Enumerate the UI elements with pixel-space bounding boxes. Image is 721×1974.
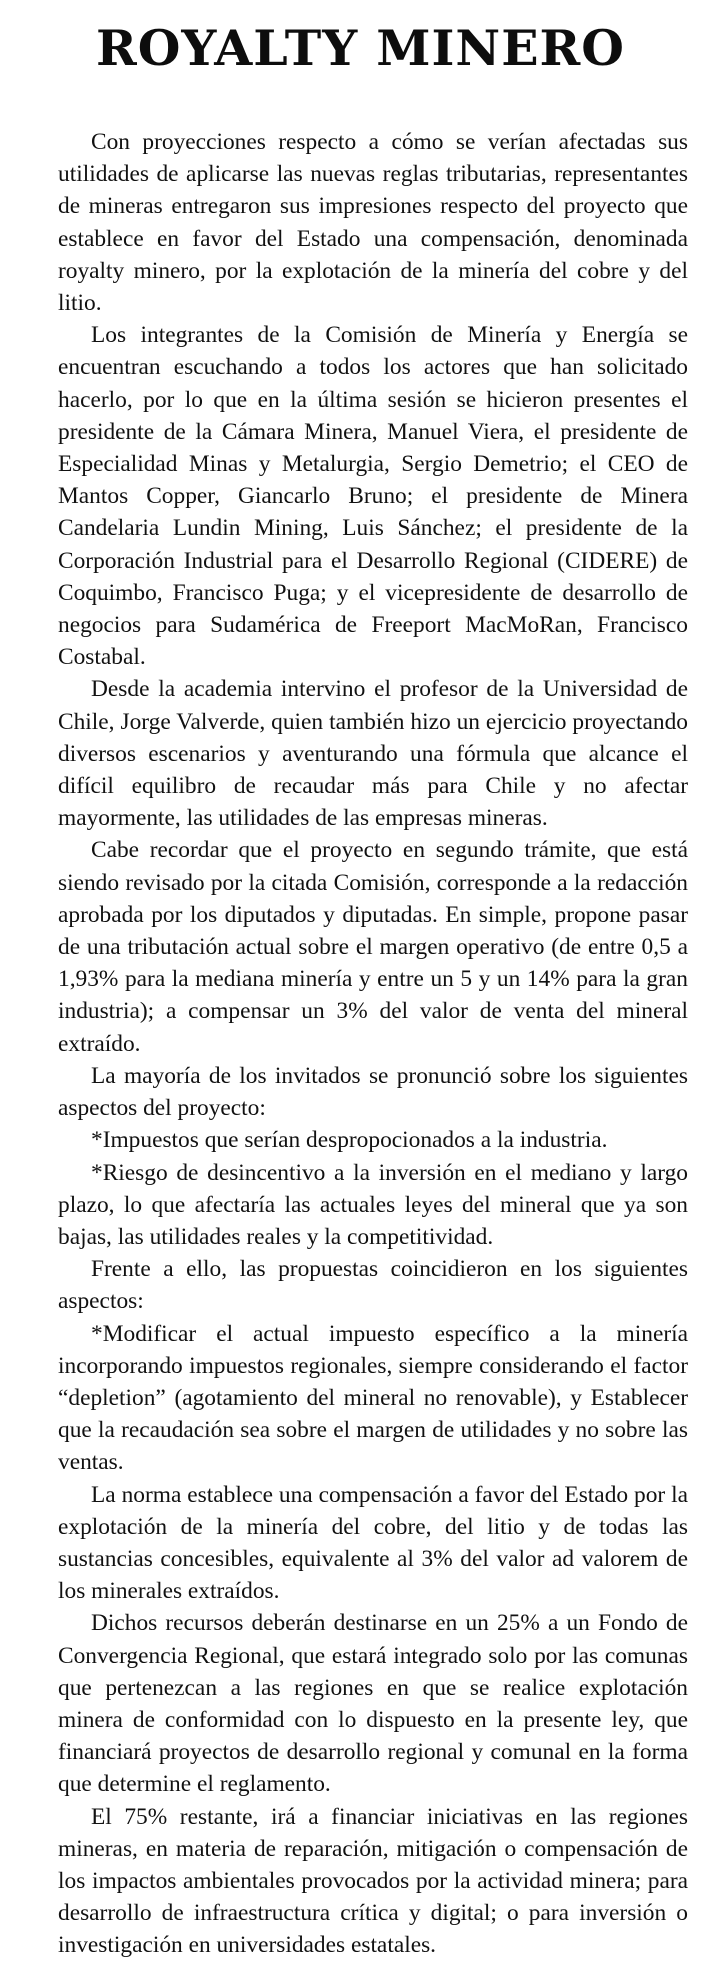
bullet-paragraph: *Impuestos que serían despropocionados a la industria.	[91, 1127, 608, 1154]
paragraph: Dichos recursos deberán destinarse en un 25% a un Fondo de Convergencia Regional, que estará integrado solo por las comunas que pertenezcan a las regiones en que se realice explotación minera de conformidad con lo dispuesto en la presente ley, que financiará proyectos de desarrollo regional y comunal en la forma que determine el reglamento.	[58, 1610, 688, 1798]
headline: ROYALTY MINERO	[96, 19, 625, 77]
paragraph: Los integrantes de la Comisión de Minería y Energía se encuentran escuchando a todos los actores que han solicitado hacerlo, por lo que en la última sesión se hicieron presentes el presidente de la Cámara Minera, Manuel Viera, el presidente de Especialidad Minas y Metalurgia, Sergio Demetrio; el CEO de Mantos Copper, Giancarlo Bruno; el presidente de Minera Candelaria Lundin Mining, Luis Sánchez; el presidente de la Corporación Industrial para el Desarrollo Regional (CIDERE) de Coquimbo, Francisco Puga; y el vicepresidente de desarrollo de negocios para Sudamérica de Freeport MacMoRan, Francisco Costabal.	[58, 322, 688, 671]
paragraph: Cabe recordar que el proyecto en segundo trámite, que está siendo revisado por la citada Comisión, corresponde a la redacción aprobada por los diputados y diputadas. En simple, propone pasar de una tributación actual sobre el margen operativo (de entre 0,5 a 1,93% para la mediana minería y entre un 5 y un 14% para la gran industria); a compensar un 3% del valor de venta del mineral extraído.	[58, 837, 688, 1057]
paragraph: La norma establece una compensación a favor del Estado por la explotación de la minería del cobre, del litio y de todas las sustancias concesibles, equivalente al 3% del valor ad valorem de los minerales extraídos.	[58, 1481, 688, 1605]
paragraph: La mayoría de los invitados se pronunció sobre los siguientes aspectos del proyecto:	[58, 1062, 688, 1122]
article-body	[58, 126, 688, 1962]
paragraph: Desde la academia intervino el profesor de la Universidad de Chile, Jorge Valverde, quien también hizo un ejercicio proyectando diversos escenarios y aventurando una fórmula que alcance el difícil equilibro de recaudar más para Chile y no afectar mayormente, las utilidades de las empresas mineras.	[58, 676, 688, 832]
paragraph: Frente a ello, las propuestas coincidieron en los siguientes aspectos:	[58, 1256, 688, 1315]
paragraph: Con proyecciones respecto a cómo se verían afectadas sus utilidades de aplicarse las nuevas reglas tributarias, representantes de mineras entregaron sus impresiones respecto del proyecto que establece en favor del Estado una compensación, denominada royalty minero, por la explotación de la minería del cobre y del litio.	[58, 129, 688, 317]
bullet-paragraph: *Riesgo de desincentivo a la inversión en el mediano y largo plazo, lo que afectaría las actuales leyes del mineral que ya son bajas, las utilidades reales y la competitividad.	[58, 1159, 688, 1250]
paragraph: El 75% restante, irá a financiar iniciativas en las regiones mineras, en materia de reparación, mitigación o compensación de los impactos ambientales provocados por la actividad minera; para desarrollo de infraestructura crítica y digital; o para inversión o investigación en universidades estatales.	[58, 1803, 688, 1959]
bullet-paragraph: *Modificar el actual impuesto específico a la minería incorporando impuestos regionales, siempre considerando el factor “depletion” (agotamiento del mineral no renovable), y Establecer que la recaudación sea sobre el margen de utilidades y no sobre las ventas.	[58, 1320, 688, 1476]
